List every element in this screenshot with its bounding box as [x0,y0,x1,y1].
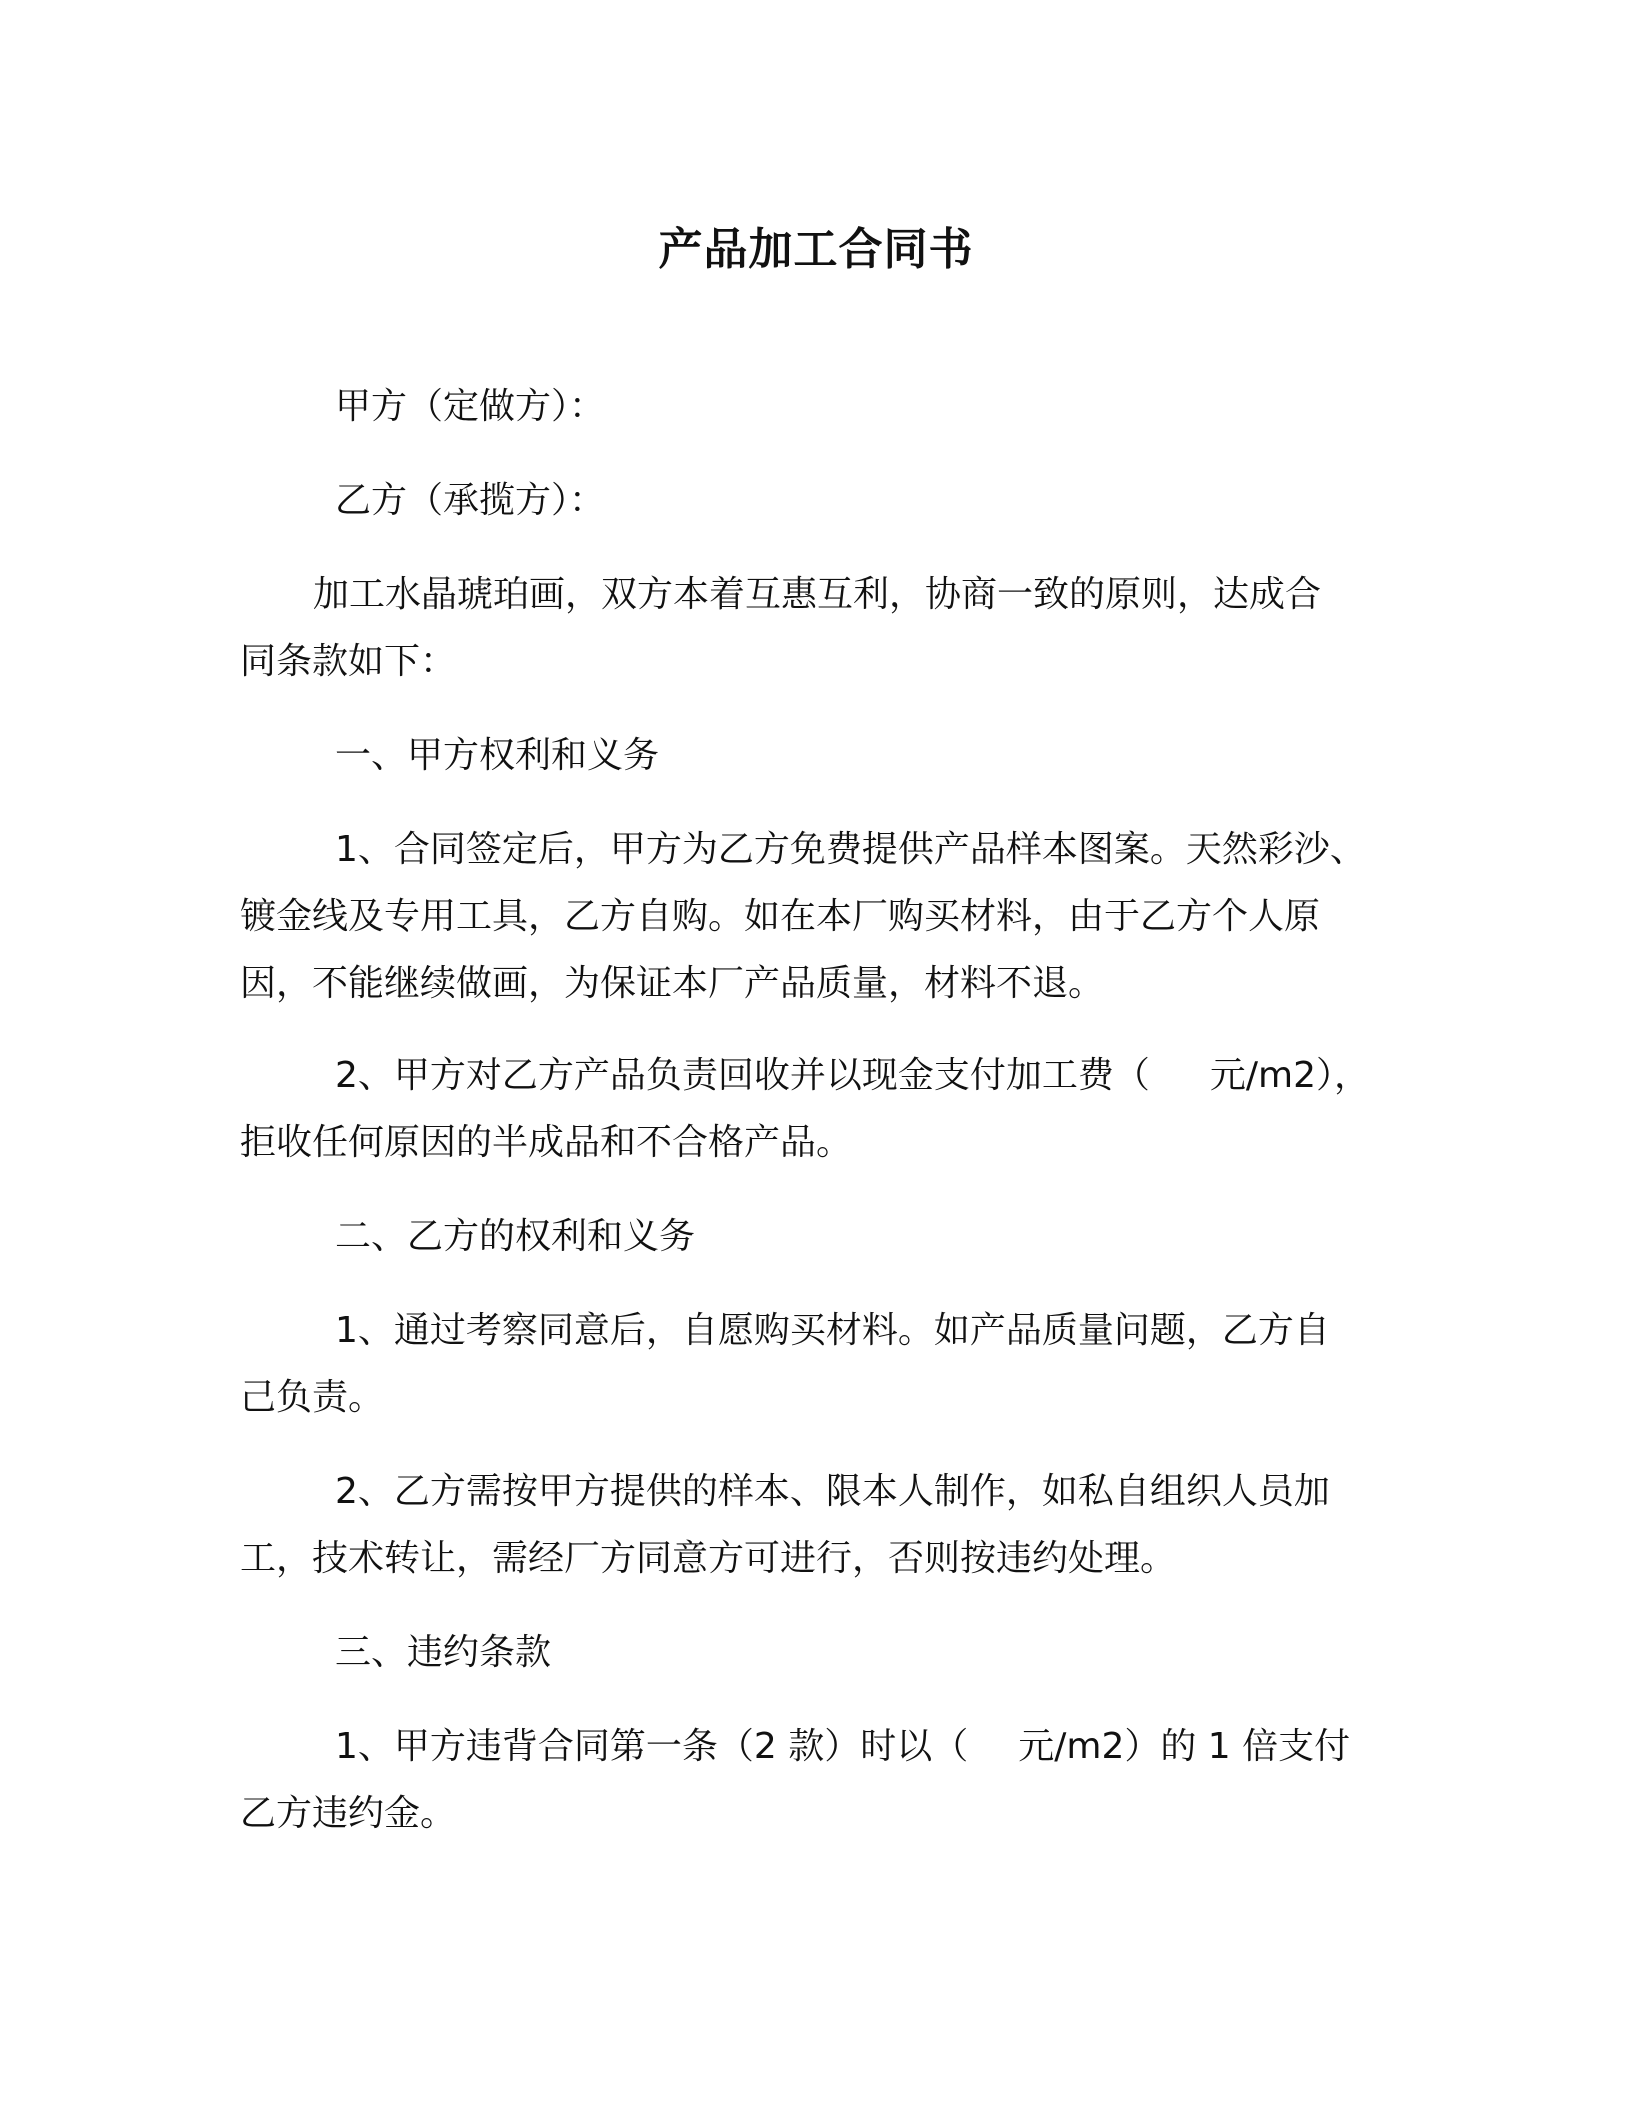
s2-item1-line-2: 己负责。 [240,1377,385,1418]
section-2-heading: 二、乙方的权利和义务 [335,1216,696,1257]
s2-item2-line-1: 2、乙方需按甲方提供的样本、限本人制作，如私自组织人员加 [335,1471,1330,1512]
party-b-line [240,467,1400,534]
s3-item1-text-b: 元/m2）的 1 倍支付 [1018,1726,1351,1767]
s1-item2-line-1 [240,1042,1400,1109]
document-title: 产品加工合同书 [658,224,974,275]
s1-item1-line-3: 因，不能继续做画，为保证本厂产品质量，材料不退。 [240,963,1105,1004]
party-a-label: 甲方（定做方）： [335,386,606,427]
party-a-line [240,373,1400,440]
s1-item2-text-b: 元/m2）， [1209,1055,1371,1096]
s2-item1-line-1: 1、通过考察同意后，自愿购买材料。如产品质量问题，乙方自 [335,1310,1330,1351]
section-1-heading-line [240,722,1400,789]
intro-line-2: 同条款如下： [240,641,457,682]
intro-line-1: 加工水晶琥珀画，双方本着互惠互利，协商一致的原则，达成合 [313,574,1322,615]
s1-item2-line-2: 拒收任何原因的半成品和不合格产品。 [240,1122,853,1163]
section-3-heading: 三、违约条款 [335,1632,552,1673]
s1-item1-line-2: 镀金线及专用工具，乙方自购。如在本厂购买材料，由于乙方个人原 [240,896,1321,937]
s3-item1-text-a: 1、甲方违背合同第一条（2 款）时以（ [335,1726,969,1767]
section-1-item-1 [240,816,1400,1017]
s1-item1-line-1: 1、合同签定后，甲方为乙方免费提供产品样本图案。天然彩沙、 [335,829,1366,870]
section-3-item-1 [240,1713,1400,1847]
section-2-item-1 [240,1297,1400,1431]
section-3-heading-line [240,1619,1400,1686]
s3-item1-line-2: 乙方违约金。 [240,1793,457,1834]
s3-item1-line-1 [240,1713,1400,1780]
s1-item2-text-a: 2、甲方对乙方产品负责回收并以现金支付加工费（ [335,1055,1150,1096]
section-1-heading: 一、甲方权利和义务 [335,735,660,776]
party-b-label: 乙方（承揽方）： [335,480,606,521]
section-1-item-2 [240,1042,1400,1176]
s2-item2-line-2: 工，技术转让，需经厂方同意方可进行，否则按违约处理。 [240,1538,1177,1579]
section-2-heading-line [240,1203,1400,1270]
section-2-item-2 [240,1458,1400,1592]
intro-paragraph [240,561,1400,695]
